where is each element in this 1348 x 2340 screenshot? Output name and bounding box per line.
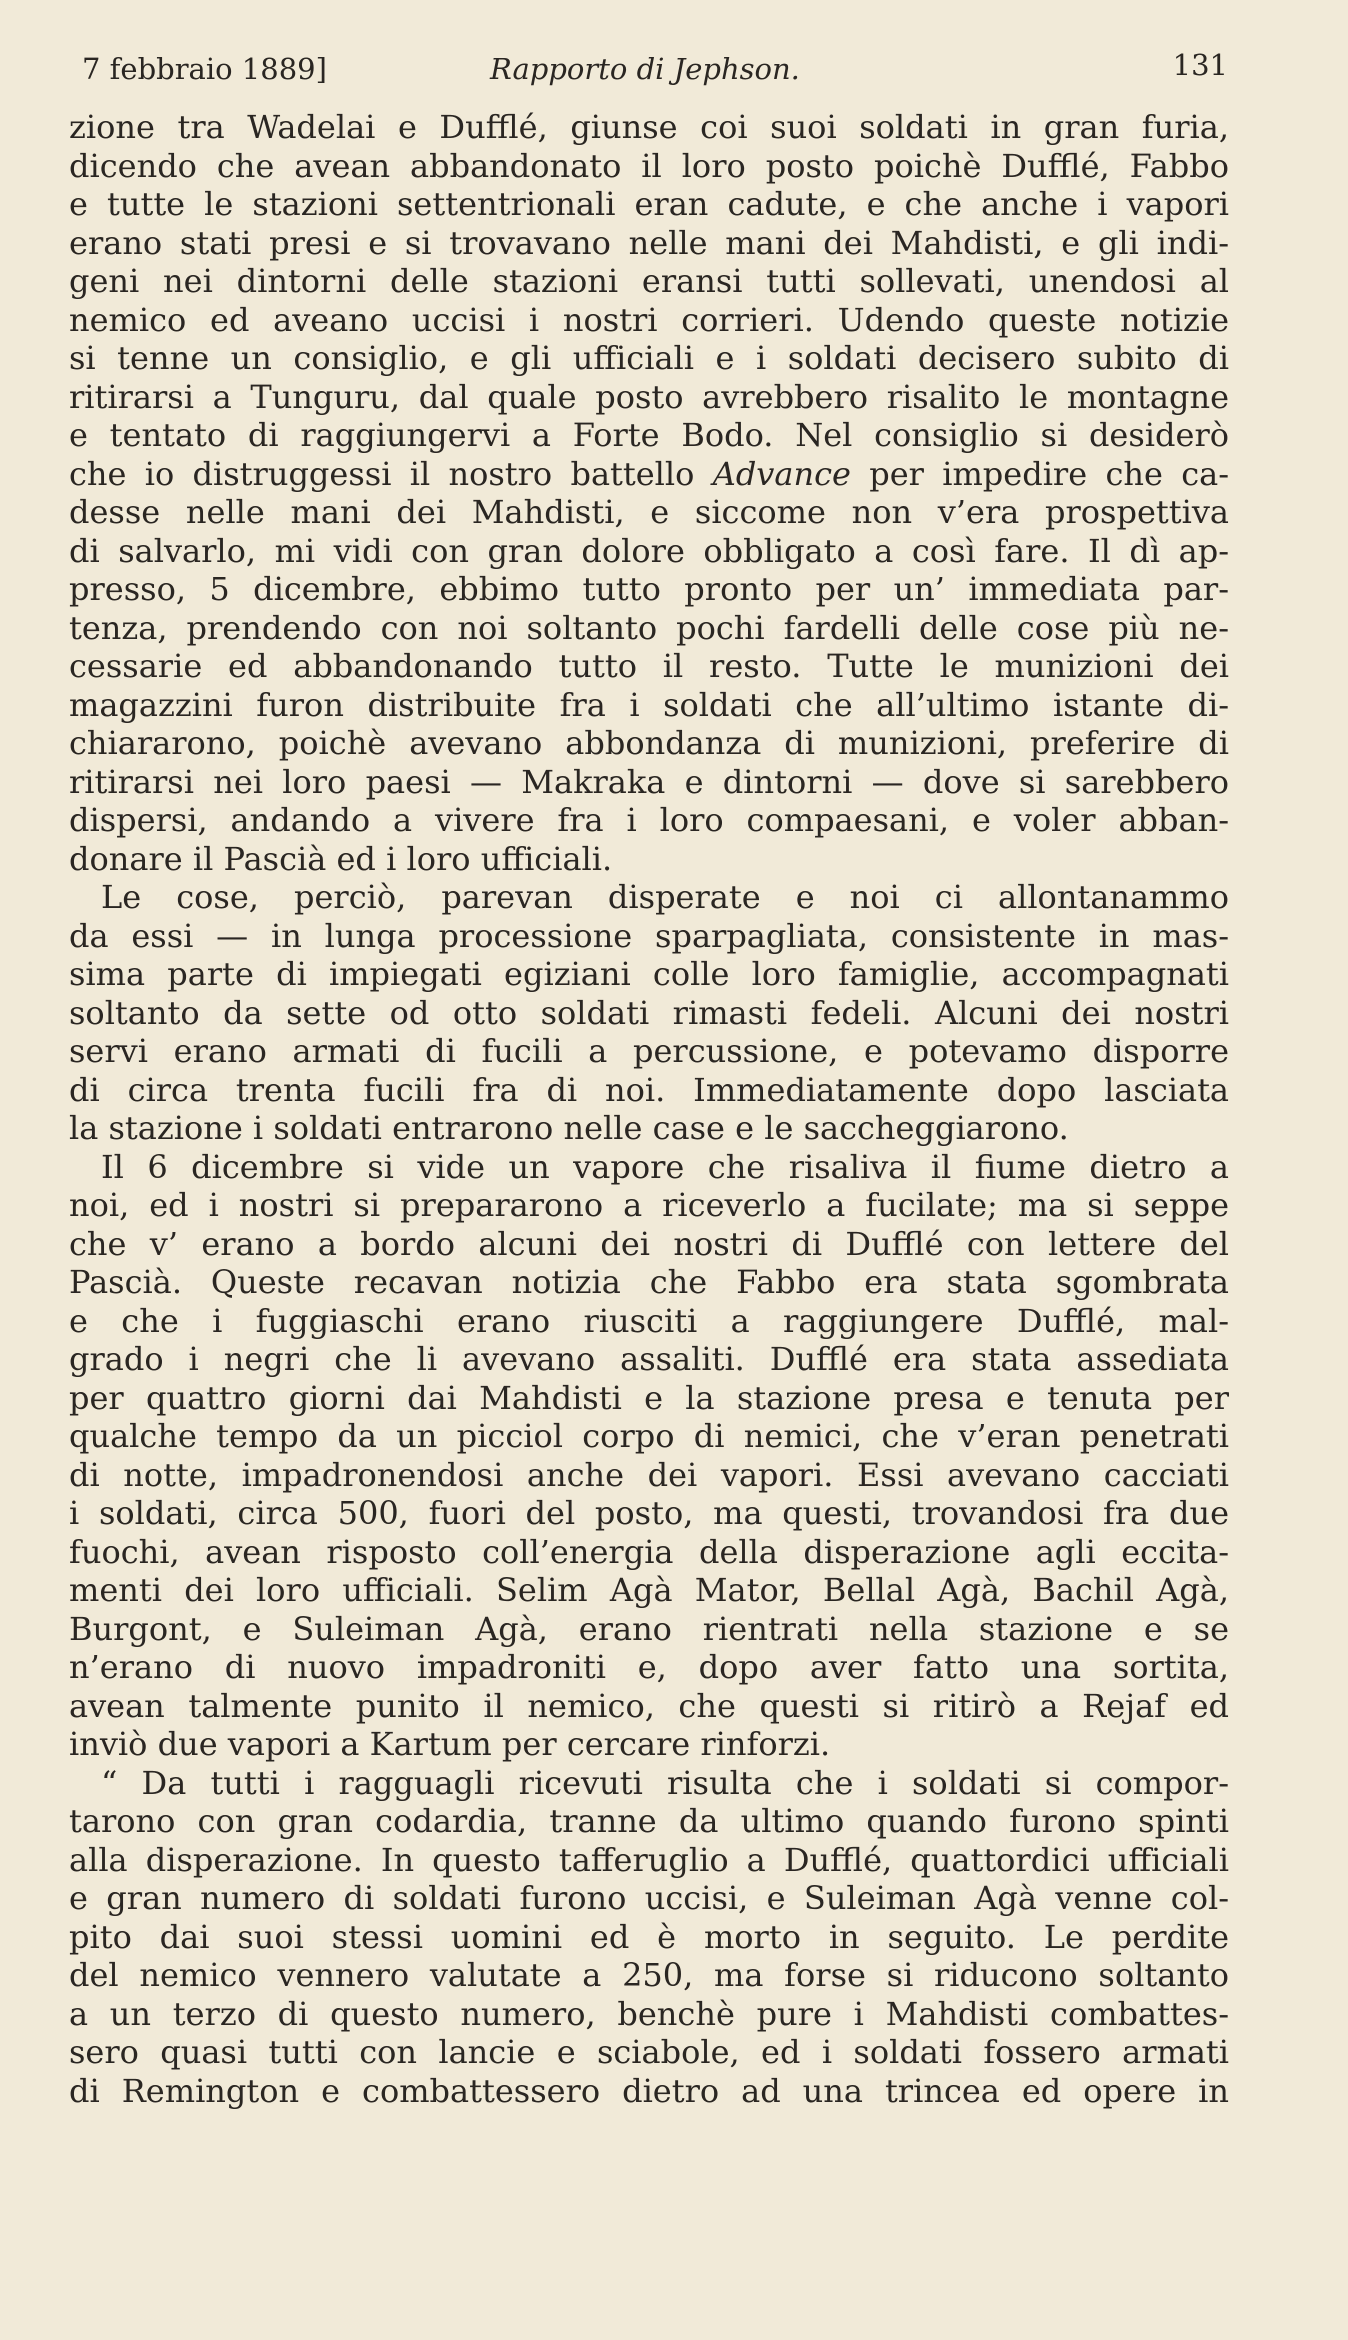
text-line: e tutte le stazioni settentrionali eran cadute, e che anche i vapori — [69, 185, 1229, 223]
text-line: pito dai suoi stessi uomini ed è morto in seguito. Le perdite — [69, 1917, 1229, 1956]
text-line: sero quasi tutti con lancie e sciabole, ed i soldati fossero armati — [69, 2033, 1229, 2071]
text-line: di circa trenta fucili fra di noi. Immediatamente dopo lasciata — [69, 1070, 1229, 1109]
text-line — [69, 455, 1229, 494]
text-line: del nemico vennero valutate a 250, ma forse si riducono soltanto — [69, 1956, 1229, 1994]
text-line: e tentato di raggiungervi a Forte Bodo. Nel consiglio si desiderò — [69, 416, 1229, 454]
text-line: dicendo che avean abbandonato il loro posto poichè Dufflé, Fabbo — [69, 146, 1229, 185]
text-line: donare il Pascià ed i loro ufficiali. — [69, 839, 613, 878]
text-line: si tenne un consiglio, e gli ufficiali e i soldati decisero subito di — [69, 339, 1229, 377]
header-title: Rapporto di Jephson. — [490, 52, 800, 86]
text-line: nemico ed aveano uccisi i nostri corrieri. Udendo queste notizie — [69, 300, 1229, 339]
text-line: fuochi, avean risposto coll’energia della disperazione agli eccita- — [69, 1532, 1229, 1571]
text-line: geni nei dintorni delle stazioni eransi tutti sollevati, unendosi al — [69, 262, 1229, 300]
text-line: ritirarsi nei loro paesi — Makraka e dintorni — dove si sarebbero — [69, 762, 1229, 801]
text-line: alla disperazione. In questo tafferuglio a Dufflé, quattordici ufficiali — [69, 1840, 1229, 1879]
text-line: erano stati presi e si trovavano nelle mani dei Mahdisti, e gli indi- — [69, 223, 1229, 262]
text-line: tarono con gran codardia, tranne da ultimo quando furono spinti — [69, 1802, 1229, 1840]
text-line: magazzini furon distribuite fra i soldati che all’ultimo istante di- — [69, 685, 1229, 724]
text-line: Il 6 dicembre si vide un vapore che risaliva il fiume dietro a — [101, 1147, 1229, 1186]
page-number: 131 — [1172, 48, 1228, 82]
text-line: Le cose, perciò, parevan disperate e noi ci allontanammo — [101, 878, 1229, 916]
text-line: grado i negri che li avevano assaliti. Dufflé era stata assediata — [69, 1340, 1229, 1378]
text-line: Pascià. Queste recavan notizia che Fabbo era stata sgombrata — [69, 1263, 1229, 1301]
text-line: Burgont, e Suleiman Agà, erano rientrati nella stazione e se — [69, 1609, 1229, 1648]
body-text — [69, 108, 1229, 2110]
running-header — [82, 48, 1228, 92]
text-line: i soldati, circa 500, fuori del posto, ma questi, trovandosi fra due — [69, 1494, 1229, 1532]
text-line: sima parte di impiegati egiziani colle loro famiglie, accompagnati — [69, 955, 1229, 993]
text-line-start: che io distruggessi il nostro battello — [69, 454, 713, 493]
text-line: la stazione i soldati entrarono nelle case e le saccheggiarono. — [69, 1109, 1069, 1147]
header-date: 7 febbraio 1889] — [82, 52, 327, 86]
text-line: e gran numero di soldati furono uccisi, e Suleiman Agà venne col- — [69, 1879, 1229, 1917]
text-line: cessarie ed abbandonando tutto il resto. Tutte le munizioni dei — [69, 647, 1229, 685]
text-line: chiararono, poichè avevano abbondanza di munizioni, preferire di — [69, 724, 1229, 762]
text-line: di Remington e combattessero dietro ad una trincea ed opere in — [69, 2071, 1229, 2110]
text-line: di salvarlo, mi vidi con gran dolore obbligato a così fare. Il dì ap- — [69, 531, 1229, 570]
text-line: soltanto da sette od otto soldati rimasti fedeli. Alcuni dei nostri — [69, 993, 1229, 1032]
ship-name: Advance — [712, 454, 851, 493]
text-line: qualche tempo da un picciol corpo di nemici, che v’eran penetrati — [69, 1417, 1229, 1455]
text-line: menti dei loro ufficiali. Selim Agà Mator, Bellal Agà, Bachil Agà, — [69, 1571, 1229, 1609]
text-line: da essi — in lunga processione sparpagliata, consistente in mas- — [69, 916, 1229, 955]
text-line: noi, ed i nostri si prepararono a riceverlo a fucilate; ma si seppe — [69, 1186, 1229, 1224]
text-line: presso, 5 dicembre, ebbimo tutto pronto per un’ immediata par- — [69, 570, 1229, 608]
text-line: dispersi, andando a vivere fra i loro compaesani, e voler abban- — [69, 801, 1229, 839]
text-line: per quattro giorni dai Mahdisti e la stazione presa e tenuta per — [69, 1378, 1229, 1417]
text-line: servi erano armati di fucili a percussione, e potevamo disporre — [69, 1032, 1229, 1070]
text-line: tenza, prendendo con noi soltanto pochi fardelli delle cose più ne- — [69, 608, 1229, 647]
text-line: n’erano di nuovo impadroniti e, dopo aver fatto una sortita, — [69, 1648, 1229, 1686]
text-line: zione tra Wadelai e Dufflé, giunse coi suoi soldati in gran furia, — [69, 108, 1229, 146]
text-line: di notte, impadronendosi anche dei vapori. Essi avevano cacciati — [69, 1455, 1229, 1494]
text-line-end: per impedire che ca- — [850, 454, 1229, 493]
text-line: e che i fuggiaschi erano riusciti a raggiungere Dufflé, mal- — [69, 1301, 1229, 1340]
text-line: inviò due vapori a Kartum per cercare rinforzi. — [69, 1725, 831, 1763]
text-line: che v’ erano a bordo alcuni dei nostri di Dufflé con lettere del — [69, 1224, 1229, 1263]
text-line: avean talmente punito il nemico, che questi si ritirò a Rejaf ed — [69, 1686, 1229, 1725]
text-line: “ Da tutti i ragguagli ricevuti risulta che i soldati si compor- — [101, 1763, 1229, 1802]
text-line: ritirarsi a Tunguru, dal quale posto avrebbero risalito le montagne — [69, 377, 1229, 416]
text-line: desse nelle mani dei Mahdisti, e siccome non v’era prospettiva — [69, 493, 1229, 531]
text-line: a un terzo di questo numero, benchè pure i Mahdisti combattes- — [69, 1994, 1229, 2033]
